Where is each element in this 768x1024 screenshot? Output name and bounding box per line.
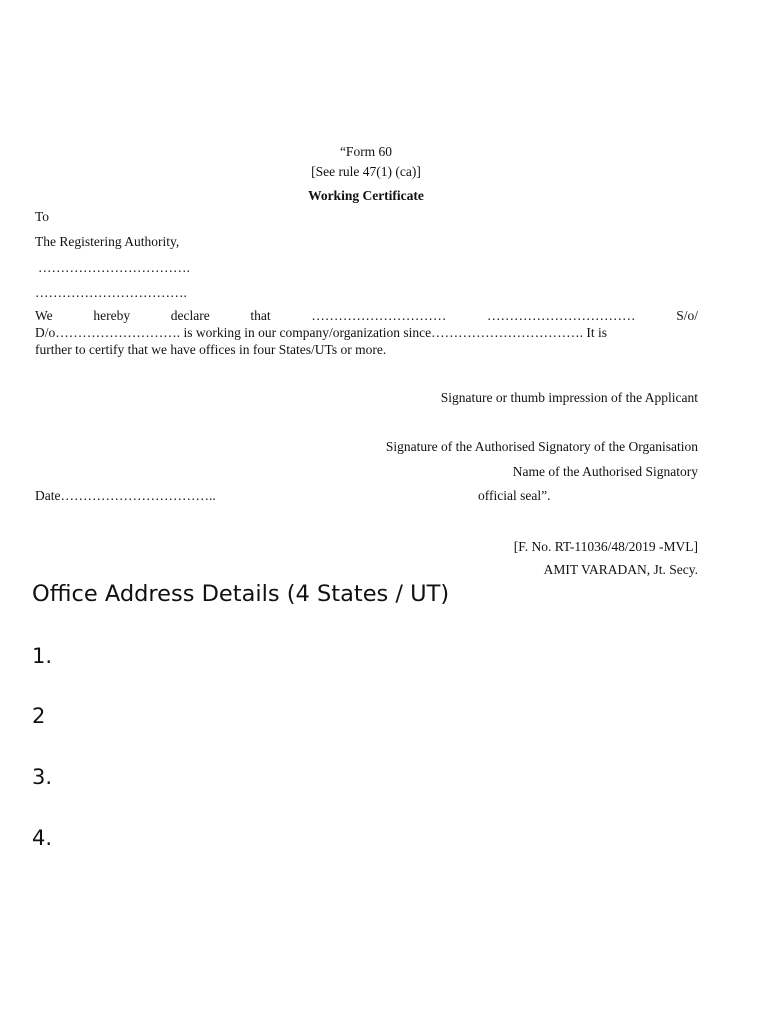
office-address-item-4: 4. — [32, 826, 53, 850]
declaration-word: S/o/ — [676, 308, 698, 323]
office-address-item-1: 1. — [32, 644, 53, 668]
official-seal-label: official seal”. — [478, 488, 551, 503]
form-number: “Form 60 — [339, 144, 393, 159]
office-details-heading: Office Address Details (4 States / UT) — [32, 581, 450, 607]
declaration-word: that — [250, 308, 271, 323]
file-reference: [F. No. RT-11036/48/2019 -MVL] — [513, 539, 698, 554]
secretary-name: AMIT VARADAN, Jt. Secy. — [543, 562, 698, 577]
form-title: Working Certificate — [308, 188, 424, 203]
date-field: Date…………………………….. — [35, 488, 216, 503]
declaration-word: hereby — [93, 308, 131, 323]
office-address-item-2: 2 — [32, 704, 46, 728]
addressee-dots-line-2: ……………………………. — [35, 285, 187, 300]
declaration-word: declare — [170, 308, 210, 323]
applicant-signature-label: Signature or thumb impression of the Applicant — [440, 390, 698, 405]
office-address-item-3: 3. — [32, 765, 53, 789]
addressee-dots-line-1: ……………………………. — [38, 260, 190, 275]
declaration-word: We — [35, 308, 53, 323]
addressee-to: To — [35, 209, 50, 224]
addressee-authority: The Registering Authority, — [35, 234, 180, 249]
signatory-name-label: Name of the Authorised Signatory — [512, 464, 698, 479]
declaration-line-1 — [35, 307, 698, 324]
authorised-signatory-label: Signature of the Authorised Signatory of the Organisation — [385, 439, 698, 454]
declaration-blank-name: ………………………… — [311, 308, 447, 323]
form-rule: [See rule 47(1) (ca)] — [311, 164, 421, 179]
declaration-blank-name: …………………………… — [487, 308, 636, 323]
declaration-line-2: D/o………………………. is working in our company/organization since……………………………. It is — [35, 325, 607, 340]
declaration-line-3: further to certify that we have offices in four States/UTs or more. — [35, 342, 387, 357]
